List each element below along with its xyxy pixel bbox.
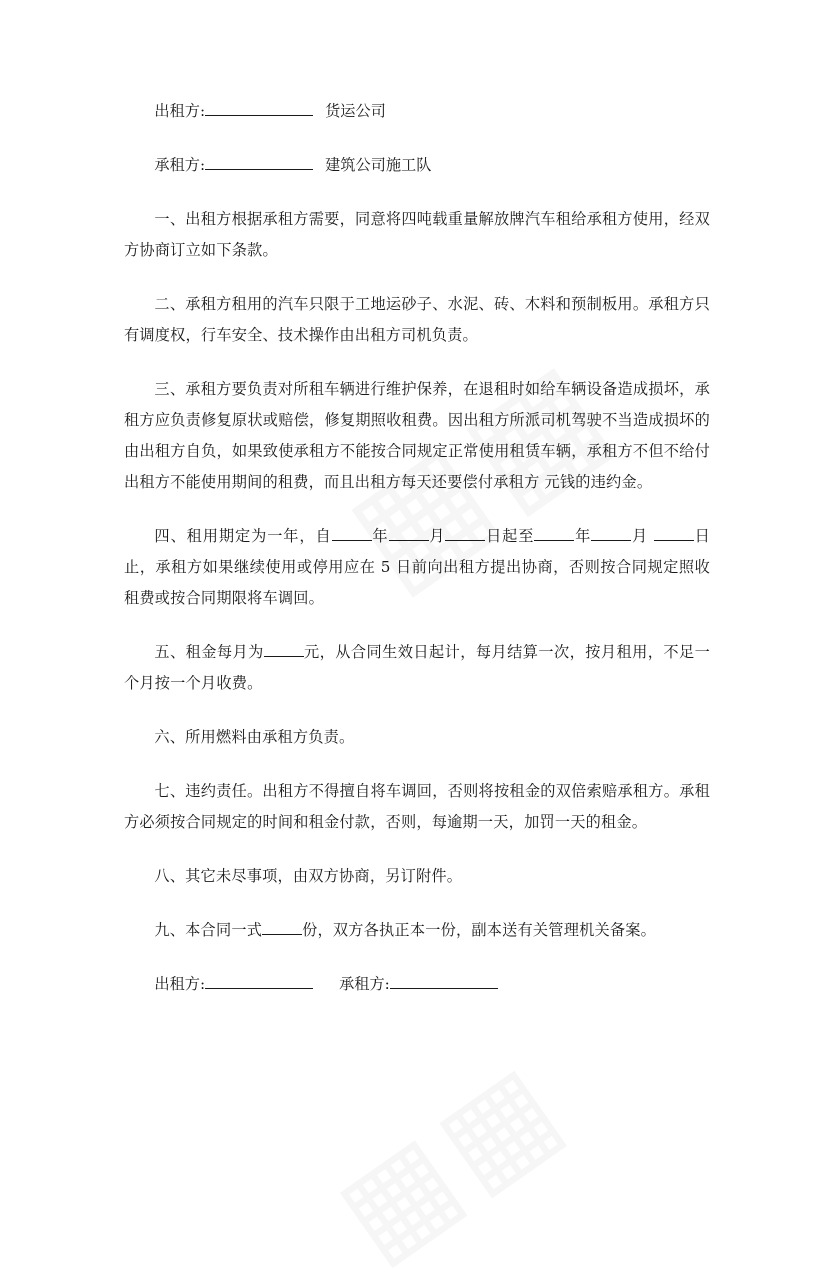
clause-7: 七、违约责任。出租方不得擅自将车调回，否则将按租金的双倍索赔承租方。承租方必须按合同规定的时间和租金付款，否则，每逾期一天，加罚一天的租金。 [124, 782, 710, 831]
signature-line [124, 969, 710, 1000]
end-year-blank [534, 524, 574, 541]
lessee-name: 建筑公司施工队 [325, 156, 432, 174]
start-day-blank [445, 524, 485, 541]
clause-5 [124, 637, 710, 699]
lessee-label: 承租方: [154, 156, 206, 174]
clause-1: 一、出租方根据承租方需要，同意将四吨载重量解放牌汽车租给承租方使用，经双方协商订立如下条款。 [124, 210, 710, 259]
clause-4-month-1: 月 [428, 527, 446, 545]
clause-4-prefix: 四、租用期定为一年，自 [154, 527, 332, 545]
clause-4-year-2: 年 [574, 527, 592, 545]
signature-lessee-label: 承租方: [339, 975, 390, 993]
clause-4-day-1: 日起至 [485, 527, 535, 545]
lessor-label: 出租方: [154, 102, 206, 120]
clause-9 [124, 915, 710, 946]
clause-4-rest: 日止，承租方如果继续使用或停用应在 5 日前向出租方提出协商，否则按合同规定照收租费或按合同期限将车调回。 [124, 527, 710, 607]
rent-amount-blank [264, 640, 304, 657]
clause-4-year-1: 年 [371, 527, 389, 545]
lessor-line [124, 96, 710, 127]
signature-lessor-blank [205, 972, 313, 989]
end-day-blank [654, 524, 694, 541]
signature-lessee-blank [390, 972, 498, 989]
clause-5-prefix: 五、租金每月为 [154, 643, 264, 661]
clause-9-prefix: 九、本合同一式 [154, 921, 263, 939]
start-month-blank [389, 524, 429, 541]
start-year-blank [332, 524, 372, 541]
clause-6: 六、所用燃料由承租方负责。 [154, 728, 355, 746]
end-month-blank [591, 524, 631, 541]
clause-5-rest: 元，从合同生效日起计，每月结算一次，按月租用，不足一个月按一个月收费。 [124, 643, 710, 692]
copies-blank [262, 918, 302, 935]
clause-4-month-2: 月 [631, 527, 649, 545]
lessor-blank [205, 99, 313, 116]
lessee-line [124, 150, 710, 181]
contract-body [124, 96, 710, 1023]
signature-lessor-label: 出租方: [154, 975, 206, 993]
clause-9-rest: 份，双方各执正本一份，副本送有关管理机关备案。 [302, 921, 657, 939]
clause-4 [124, 521, 710, 614]
clause-2: 二、承租方租用的汽车只限于工地运砂子、水泥、砖、木料和预制板用。承租方只有调度权，行车安全、技术操作由出租方司机负责。 [124, 295, 710, 344]
clause-3: 三、承租方要负责对所租车辆进行维护保养，在退租时如给车辆设备造成损坏，承租方应负责修复原状或赔偿，修复期照收租费。因出租方所派司机驾驶不当造成损坏的由出租方自负，如果致使承租方不能按合同规定正常使用租赁车辆，承租方不但不给付出租方不能使用期间的租费，而且出租方每天还要偿付承租方 元钱的违约金。 [124, 380, 710, 491]
clause-8: 八、其它未尽事项，由双方协商，另订附件。 [154, 867, 463, 885]
lessee-blank [205, 153, 313, 170]
watermark-graphic-bottom [312, 1033, 591, 1286]
lessor-name: 货运公司 [325, 102, 386, 120]
